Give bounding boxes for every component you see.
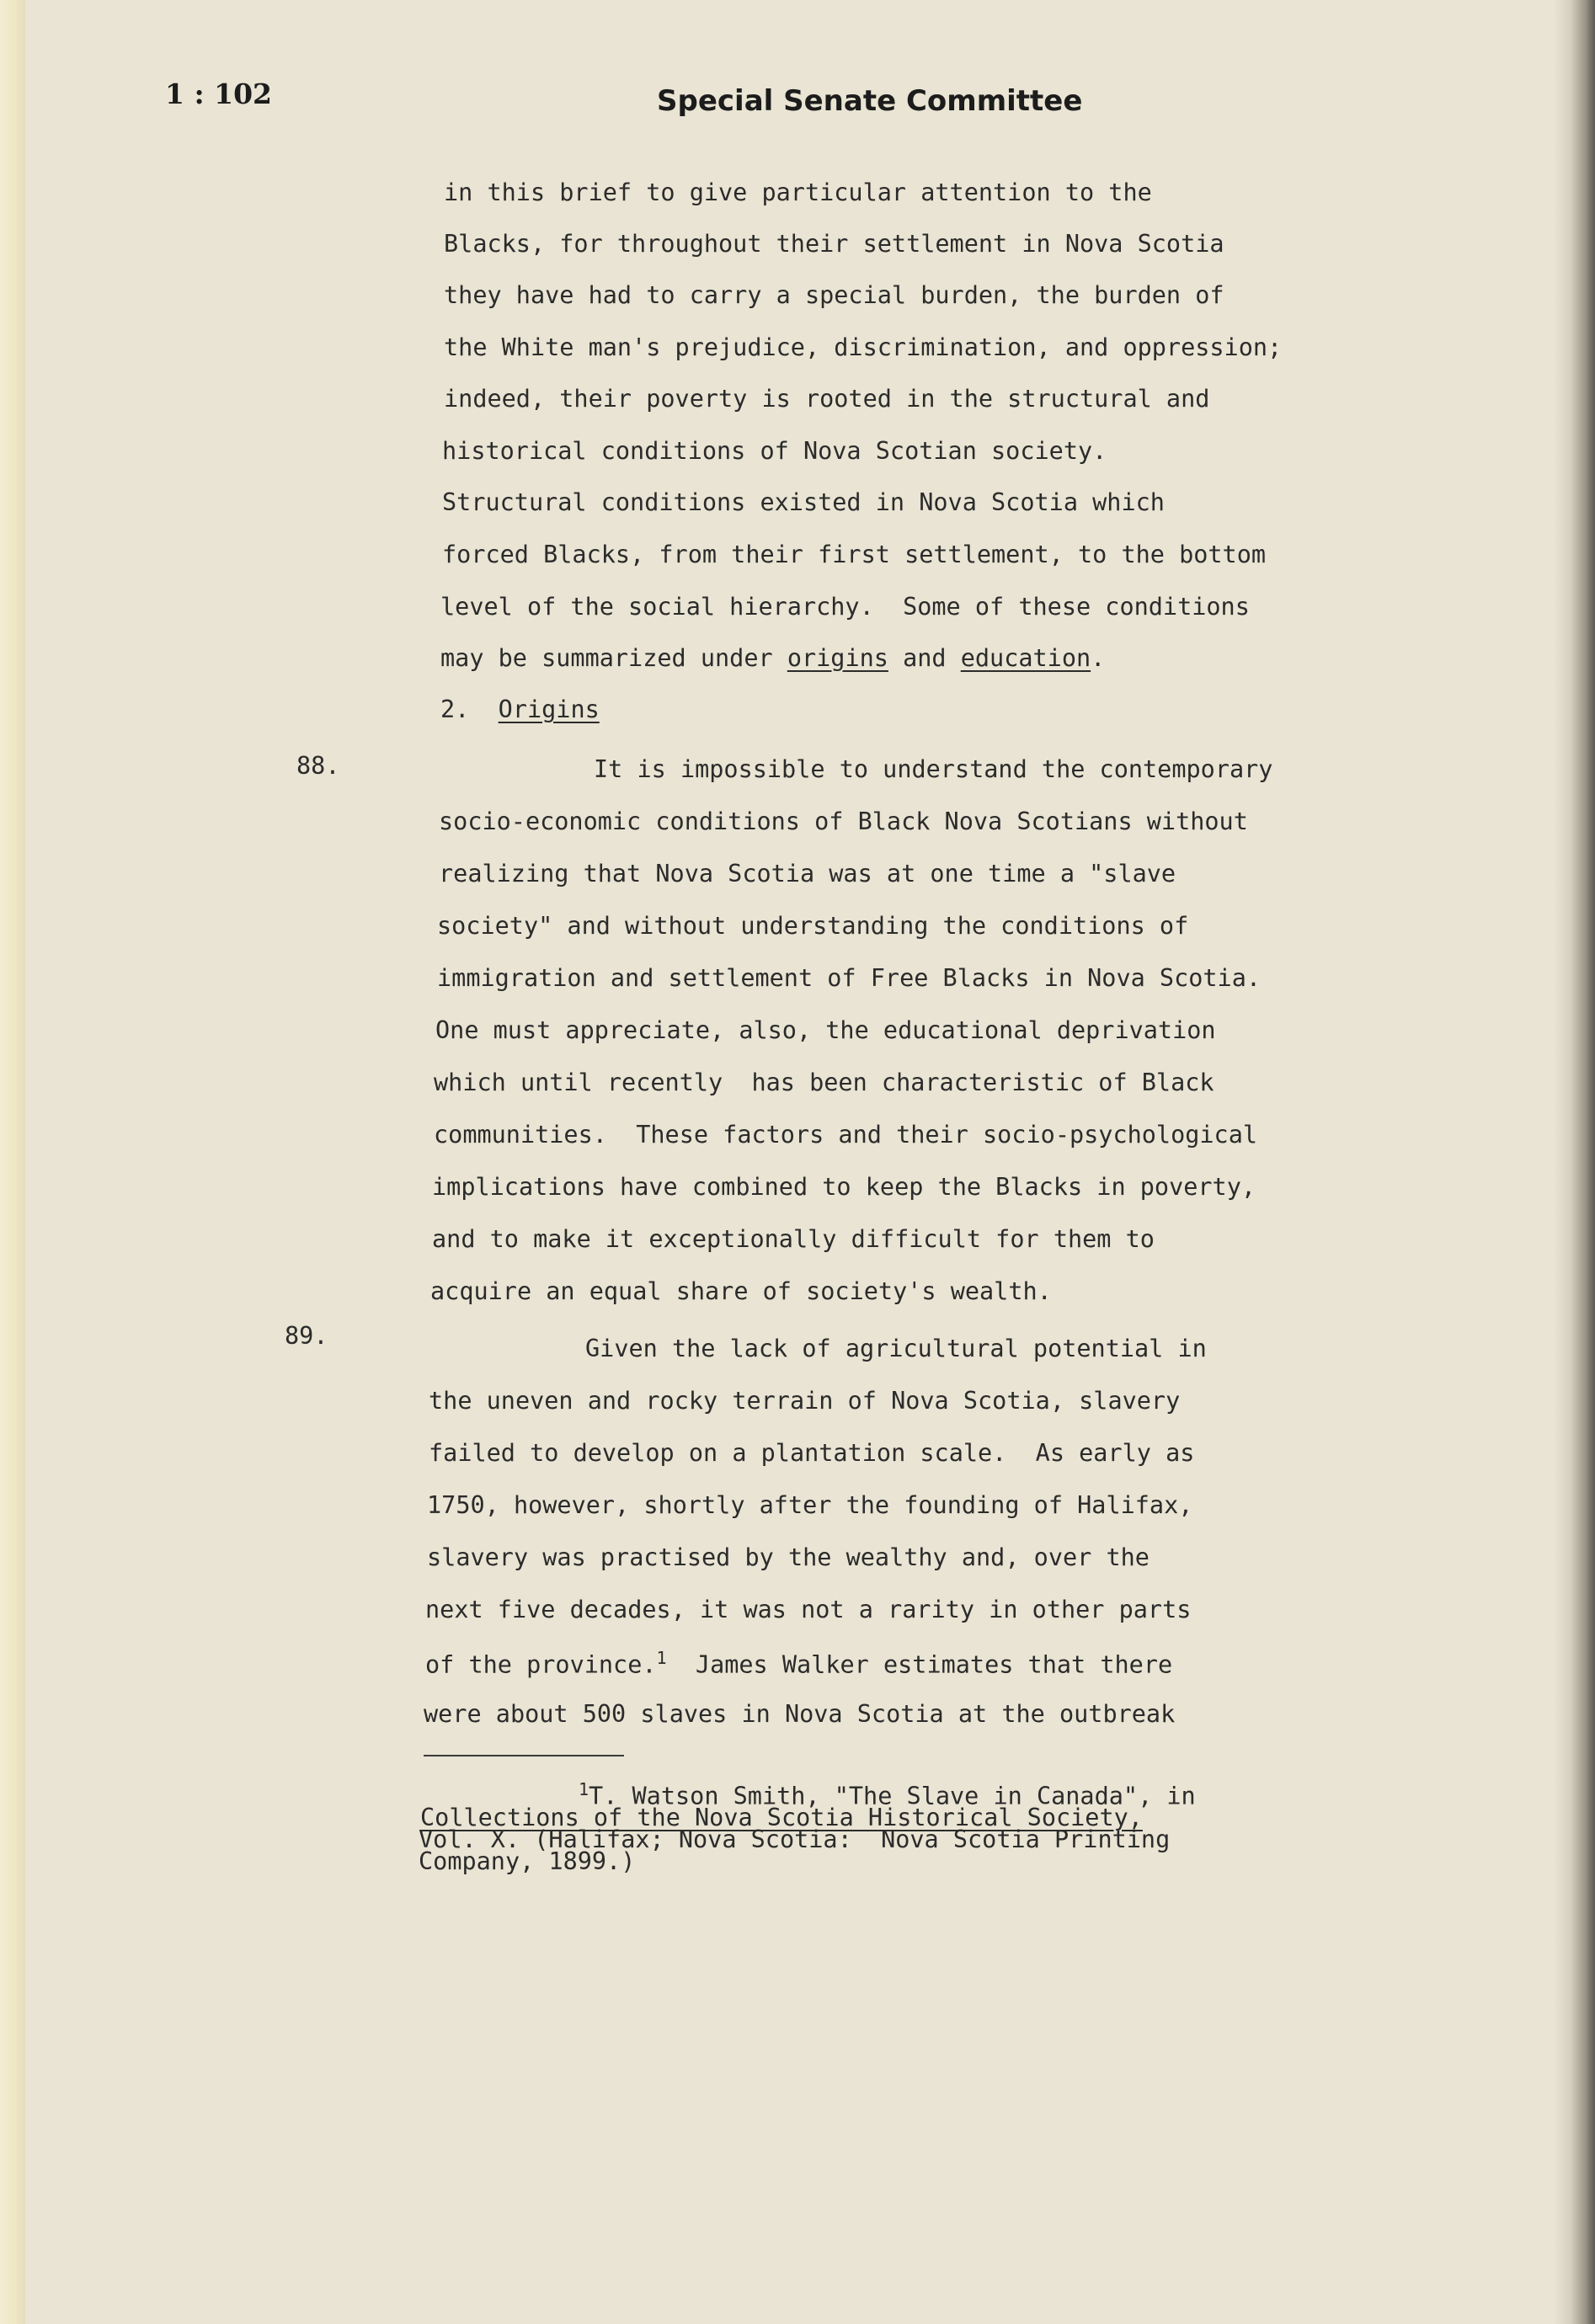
intro-line: in this brief to give particular attention to the [444, 179, 1152, 206]
intro-line: Blacks, for throughout their settlement in Nova Scotia [444, 230, 1224, 258]
para89-line: 1750, however, shortly after the founding of Halifax, [427, 1491, 1193, 1519]
intro-text: may be summarized under [440, 644, 787, 672]
intro-line: they have had to carry a special burden, the burden of [444, 281, 1224, 309]
intro-line: the White man's prejudice, discrimination, and oppression; [444, 333, 1283, 361]
para89-text: James Walker estimates that there [666, 1650, 1173, 1679]
para89-line: the uneven and rocky terrain of Nova Scotia, slavery [429, 1387, 1181, 1415]
paragraph-number-88: 88. [296, 752, 340, 780]
page-left-edge [0, 0, 25, 2324]
section-title: Origins [498, 696, 600, 723]
para88-line: It is impossible to understand the contemporary [594, 755, 1273, 783]
para89-line: Given the lack of agricultural potential in [585, 1335, 1207, 1362]
para88-line: communities. These factors and their socio-psychological [434, 1121, 1258, 1149]
para89-line: were about 500 slaves in Nova Scotia at the outbreak [424, 1700, 1176, 1728]
footnote-marker: 1 [579, 1779, 589, 1799]
para88-line: acquire an equal share of society's wealth. [430, 1277, 1052, 1305]
footnote-line: Vol. X. (Halifax; Nova Scotia: Nova Scotia Printing [419, 1826, 1171, 1853]
intro-line: level of the social hierarchy. Some of these conditions [440, 593, 1250, 621]
para88-line: implications have combined to keep the Blacks in poverty, [432, 1173, 1256, 1201]
paragraph-number-89: 89. [285, 1322, 328, 1350]
para88-line: society" and without understanding the conditions of [437, 912, 1189, 940]
para88-line: realizing that Nova Scotia was at one time a "slave [439, 860, 1176, 887]
footnote-text: T. Watson Smith, "The Slave in Canada", in [589, 1782, 1196, 1810]
intro-last-line [440, 644, 1105, 672]
intro-line: forced Blacks, from their first settlement, to the bottom [442, 541, 1267, 568]
para89-line: slavery was practised by the wealthy and, over the [427, 1543, 1150, 1571]
footnote-line: Company, 1899.) [419, 1847, 636, 1875]
footnote-reference: 1 [656, 1648, 667, 1668]
underlined-origins: origins [787, 644, 888, 672]
intro-line: historical conditions of Nova Scotian society. [442, 437, 1107, 465]
para88-line: immigration and settlement of Free Blacks in Nova Scotia. [437, 964, 1262, 992]
footnote-rule [424, 1755, 624, 1756]
section-heading [440, 696, 600, 723]
intro-text: . [1091, 644, 1106, 672]
footnote-publication-title: Collections of the Nova Scotia Historical Society, [420, 1804, 1143, 1831]
section-number: 2. [440, 696, 470, 723]
page-binding-shadow [1555, 0, 1595, 2324]
running-head: Special Senate Committee [657, 84, 1083, 118]
underlined-education: education [960, 644, 1091, 672]
intro-line: Structural conditions existed in Nova Scotia which [442, 488, 1165, 516]
para88-line: One must appreciate, also, the educational deprivation [435, 1016, 1216, 1044]
intro-text: and [888, 644, 961, 672]
para89-text: of the province. [425, 1650, 657, 1679]
para88-line: socio-economic conditions of Black Nova Scotians without [439, 808, 1248, 835]
para89-line: failed to develop on a plantation scale. As early as [429, 1439, 1195, 1467]
intro-line: indeed, their poverty is rooted in the structural and [444, 385, 1210, 413]
para88-line: and to make it exceptionally difficult for them to [432, 1225, 1155, 1253]
page-number: 1 : 102 [165, 77, 273, 110]
para89-line: next five decades, it was not a rarity in other parts [425, 1596, 1192, 1623]
para89-line-with-footnote-ref [425, 1648, 1172, 1679]
para88-line: which until recently has been characteristic of Black [434, 1069, 1214, 1096]
